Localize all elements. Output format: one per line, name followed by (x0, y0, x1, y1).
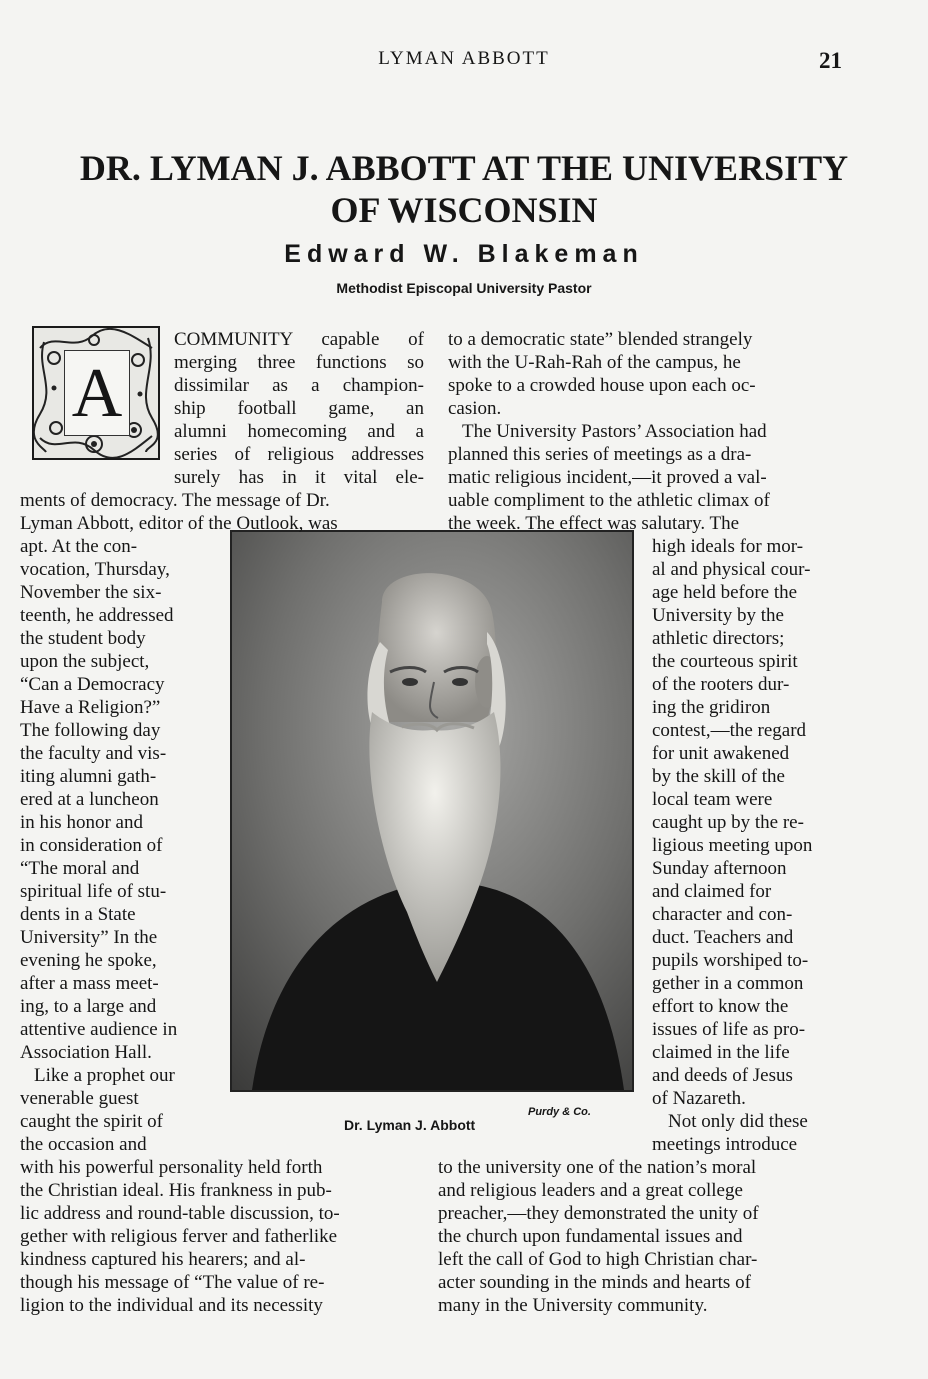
text-line: in consideration of (20, 835, 163, 856)
text-line: al and physical cour- (652, 559, 811, 580)
photo-caption: Dr. Lyman J. Abbott (344, 1117, 476, 1133)
drop-cap-letter: A (64, 350, 130, 436)
text-line: and deeds of Jesus (652, 1065, 793, 1086)
text-line: Association Hall. (20, 1042, 152, 1063)
text-line: the courteous spirit (652, 651, 798, 672)
text-line: the faculty and vis- (20, 743, 167, 764)
portrait-photo (232, 532, 632, 1090)
text-line: planned this series of meetings as a dra- (448, 444, 752, 465)
text-line: with his powerful personality held forth (20, 1157, 323, 1178)
text-line: spiritual life of stu- (20, 881, 167, 902)
decorative-drop-cap (32, 326, 160, 460)
text-line: meetings introduce (652, 1134, 798, 1155)
text-line: November the six- (20, 582, 162, 603)
text-line: venerable guest (20, 1088, 139, 1109)
text-line: lic address and round-table discussion, to- (20, 1203, 340, 1224)
text-line: attentive audience in (20, 1019, 178, 1040)
text-line: to a democratic state” blended strangely (448, 329, 753, 350)
text-line: contest,—the regard (652, 720, 807, 741)
text-line: preacher,—they demonstrated the unity of (438, 1203, 759, 1224)
text-line: many in the University community. (438, 1295, 708, 1316)
text-line: effort to know the (652, 996, 789, 1017)
text-line: upon the subject, (20, 651, 150, 672)
text-line: vocation, Thursday, (20, 559, 170, 580)
text-line: matic religious incident,—it proved a val- (448, 467, 767, 488)
text-line: gether with religious ferver and fatherlike (20, 1226, 338, 1247)
text-line: Like a prophet our (34, 1065, 175, 1086)
text-line: Not only did these (668, 1111, 808, 1132)
text-line: ship football game, an (174, 398, 424, 419)
text-line: pupils worshiped to- (652, 950, 809, 971)
text-line: in his honor and (20, 812, 143, 833)
text-line: casion. (448, 398, 502, 419)
text-line: uable compliment to the athletic climax of (448, 490, 770, 511)
text-line: surely has in it vital ele- (174, 467, 424, 488)
text-line: teenth, he addressed (20, 605, 174, 626)
text-line: ligious meeting upon (652, 835, 813, 856)
text-line: and claimed for (652, 881, 772, 902)
photo-credit: Purdy & Co. (528, 1106, 591, 1118)
text-line: ligion to the individual and its necessity (20, 1295, 323, 1316)
text-line: left the call of God to high Christian char- (438, 1249, 758, 1270)
text-line: the Christian ideal. His frankness in pub- (20, 1180, 332, 1201)
text-line: caught up by the re- (652, 812, 804, 833)
portrait-photo-frame (230, 530, 634, 1092)
text-line: for unit awakened (652, 743, 790, 764)
text-line: Lyman Abbott, editor of the Outlook, was (20, 513, 338, 534)
text-line: the occasion and (20, 1134, 147, 1155)
text-line: “The moral and (20, 858, 140, 879)
text-line: age held before the (652, 582, 798, 603)
text-line: issues of life as pro- (652, 1019, 806, 1040)
text-line: after a mass meet- (20, 973, 159, 994)
text-line: iting alumni gath- (20, 766, 157, 787)
text-line: duct. Teachers and (652, 927, 794, 948)
text-line: with the U-Rah-Rah of the campus, he (448, 352, 741, 373)
text-line: gether in a common (652, 973, 804, 994)
text-line: COMMUNITY capable of (174, 329, 424, 350)
text-line: local team were (652, 789, 773, 810)
text-line: and religious leaders and a great college (438, 1180, 743, 1201)
text-line: ered at a luncheon (20, 789, 159, 810)
text-line: series of religious addresses (174, 444, 424, 465)
text-line: The University Pastors’ Association had (462, 421, 767, 442)
text-line: of the rooters dur- (652, 674, 790, 695)
author-affiliation: Methodist Episcopal University Pastor (336, 280, 592, 296)
text-line: kindness captured his hearers; and al- (20, 1249, 306, 1270)
text-line: though his message of “The value of re- (20, 1272, 325, 1293)
text-line: character and con- (652, 904, 793, 925)
text-line: of Nazareth. (652, 1088, 746, 1109)
text-line: apt. At the con- (20, 536, 138, 557)
page-number: 21 (819, 48, 842, 73)
text-line: the week. The effect was salutary. The (448, 513, 740, 534)
text-line: Sunday afternoon (652, 858, 787, 879)
text-line: high ideals for mor- (652, 536, 804, 557)
text-line: dents in a State (20, 904, 136, 925)
text-line: University” In the (20, 927, 158, 948)
text-line: University by the (652, 605, 784, 626)
text-line: the church upon fundamental issues and (438, 1226, 743, 1247)
text-line: merging three functions so (174, 352, 424, 373)
text-line: to the university one of the nation’s moral (438, 1157, 757, 1178)
text-line: “Can a Democracy (20, 674, 165, 695)
text-line: ing, to a large and (20, 996, 157, 1017)
text-line: dissimilar as a champion- (174, 375, 424, 396)
running-head: LYMAN ABBOTT (378, 48, 550, 69)
text-line: claimed in the life (652, 1042, 790, 1063)
author-byline: Edward W. Blakeman (284, 240, 644, 268)
text-line: The following day (20, 720, 161, 741)
article-title-line-2: OF WISCONSIN (330, 190, 598, 230)
text-line: the student body (20, 628, 146, 649)
text-line: ing the gridiron (652, 697, 771, 718)
text-line: caught the spirit of (20, 1111, 163, 1132)
text-line: spoke to a crowded house upon each oc- (448, 375, 756, 396)
article-title-line-1: DR. LYMAN J. ABBOTT AT THE UNIVERSITY (79, 148, 849, 188)
text-line: alumni homecoming and a (174, 421, 424, 442)
text-line: evening he spoke, (20, 950, 157, 971)
text-line: Have a Religion?” (20, 697, 161, 718)
text-line: by the skill of the (652, 766, 785, 787)
text-line: ments of democracy. The message of Dr. (20, 490, 330, 511)
text-line: athletic directors; (652, 628, 785, 649)
text-line: acter sounding in the minds and hearts of (438, 1272, 751, 1293)
